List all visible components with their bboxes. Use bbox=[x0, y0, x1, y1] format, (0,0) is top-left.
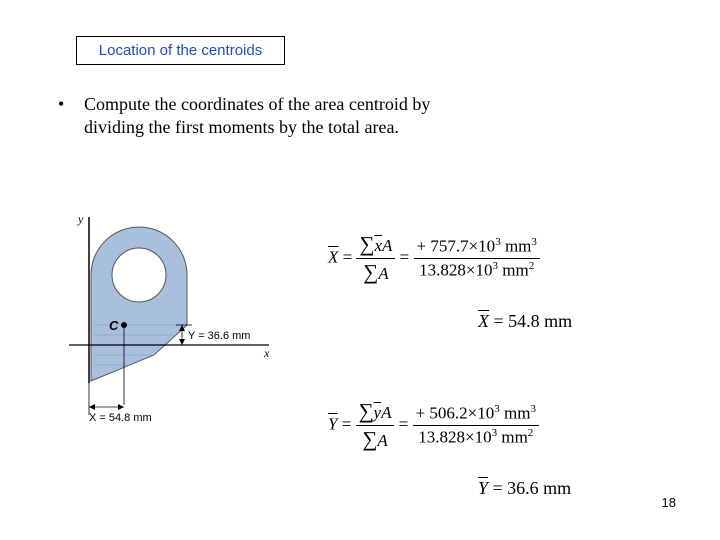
x-axis-label: x bbox=[264, 346, 270, 360]
equals-sign: = bbox=[342, 247, 353, 267]
result-y-bar: $\overline{Y} = 36.6$ mm bbox=[478, 478, 572, 498]
x-bar-symbol: $\overline{X}$ bbox=[328, 247, 339, 267]
result-x-bar: $\overline{X} = 54.8$ mm bbox=[478, 311, 573, 331]
bullet-text: Compute the coordinates of the area centroid by dividing the first moments by the total area. bbox=[84, 94, 431, 137]
y-bar-symbol: $\overline{Y}$ bbox=[328, 414, 338, 434]
equation-x-bar bbox=[328, 232, 540, 285]
y-axis-label: y bbox=[78, 212, 84, 226]
equals-sign: = bbox=[399, 247, 410, 267]
equals-sign: = bbox=[341, 414, 352, 434]
bullet-point bbox=[58, 93, 438, 139]
bullet-marker: • bbox=[58, 94, 65, 114]
moment-fraction: $\frac{\sum\overline{y}A}{\sum A}$ bbox=[356, 399, 395, 452]
value-fraction: $\frac{+ 506.2\times 10^3 mm^3}{13.828\times 10^3 mm^2}$ bbox=[413, 403, 539, 447]
bracket-shape bbox=[91, 227, 187, 381]
equals-sign: = bbox=[398, 414, 409, 434]
slide-title bbox=[76, 36, 285, 65]
moment-fraction: $\frac{\sum\overline{x}A}{\sum A}$ bbox=[356, 232, 395, 285]
y-dimension-label: Y = 36.6 mm bbox=[188, 330, 251, 342]
slide-title-text: Location of the centroids bbox=[98, 42, 263, 59]
equation-y-bar bbox=[328, 399, 539, 452]
page-number: 18 bbox=[661, 495, 676, 510]
value-fraction: $\frac{+ 757.7\times 10^3 mm^3}{13.828\times 10^3 mm^2}$ bbox=[414, 236, 540, 280]
x-dimension-label: X = 54.8 mm bbox=[89, 412, 152, 424]
centroid-figure bbox=[64, 205, 279, 435]
centroid-label: C bbox=[109, 318, 119, 333]
